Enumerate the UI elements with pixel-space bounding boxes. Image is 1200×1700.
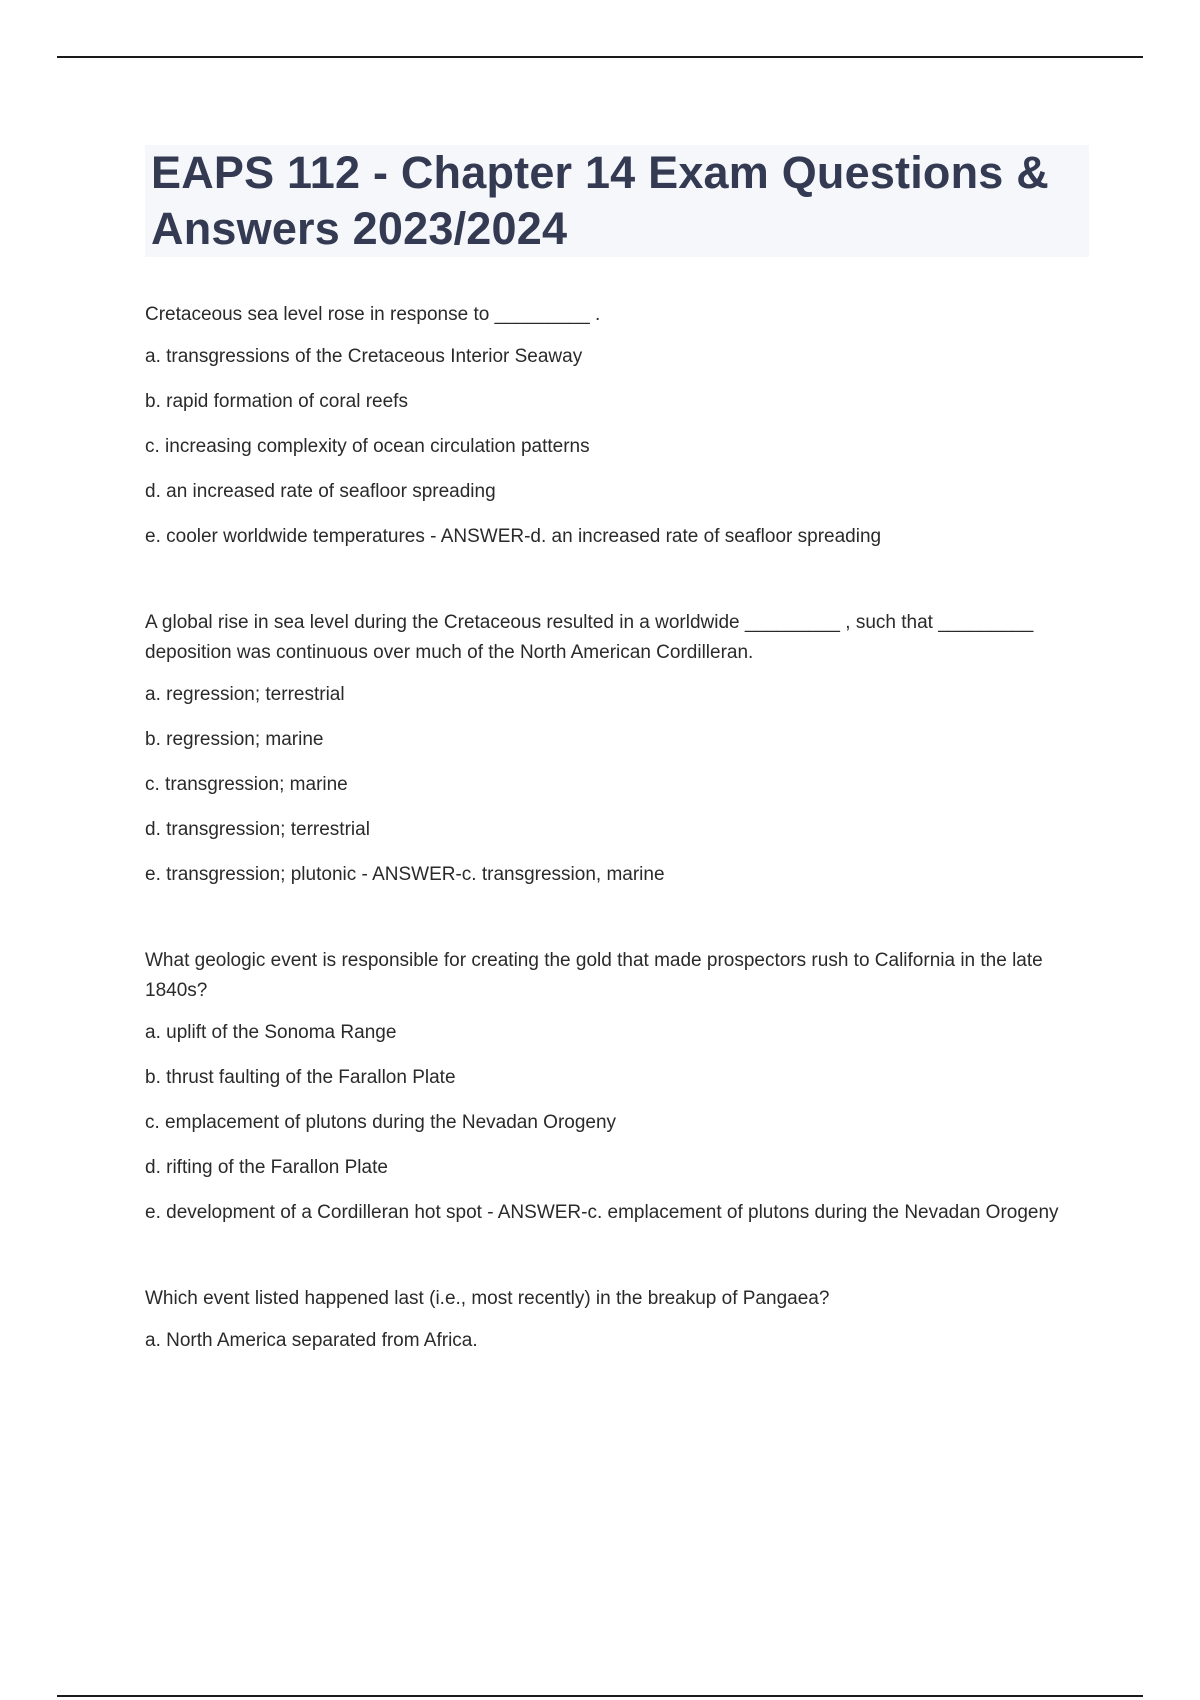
header-rule (57, 56, 1143, 58)
answer-option: b. thrust faulting of the Farallon Plate (145, 1067, 456, 1088)
answer-option: e. cooler worldwide temperatures - ANSWER-d. an increased rate of seafloor spreading (145, 526, 882, 547)
answer-option: e. development of a Cordilleran hot spot - ANSWER-c. emplacement of plutons during the Nevadan Orogeny (145, 1202, 1059, 1223)
footer-rule (57, 1695, 1143, 1697)
question-2 (145, 608, 1075, 890)
question-list (145, 300, 1075, 1388)
answer-option: e. transgression; plutonic - ANSWER-c. transgression, marine (145, 864, 665, 885)
answer-option: b. rapid formation of coral reefs (145, 391, 408, 412)
answer-option: c. transgression; marine (145, 774, 348, 795)
question-1 (145, 300, 1075, 552)
answer-option: a. North America separated from Africa. (145, 1330, 478, 1351)
answer-option: d. transgression; terrestrial (145, 819, 370, 840)
answer-option: a. transgressions of the Cretaceous Interior Seaway (145, 346, 583, 367)
question-4 (145, 1284, 1075, 1356)
answer-option: a. uplift of the Sonoma Range (145, 1022, 397, 1043)
title-banner (145, 145, 1089, 257)
document-title: EAPS 112 - Chapter 14 Exam Questions & Answers 2023/2024 (151, 147, 1049, 254)
answer-option: d. an increased rate of seafloor spreading (145, 481, 496, 502)
answer-option: a. regression; terrestrial (145, 684, 345, 705)
question-stem: A global rise in sea level during the Cretaceous resulted in a worldwide _________ , such that _________ deposition was continuous over much of the North American Cordilleran. (145, 612, 1034, 663)
question-stem: Cretaceous sea level rose in response to _________ . (145, 304, 601, 325)
answer-option: c. increasing complexity of ocean circulation patterns (145, 436, 590, 457)
answer-option: d. rifting of the Farallon Plate (145, 1157, 388, 1178)
question-stem: What geologic event is responsible for creating the gold that made prospectors rush to California in the late 1840s? (145, 950, 1043, 1001)
answer-option: c. emplacement of plutons during the Nevadan Orogeny (145, 1112, 617, 1133)
question-stem: Which event listed happened last (i.e., most recently) in the breakup of Pangaea? (145, 1288, 830, 1309)
answer-option: b. regression; marine (145, 729, 324, 750)
question-3 (145, 946, 1075, 1228)
